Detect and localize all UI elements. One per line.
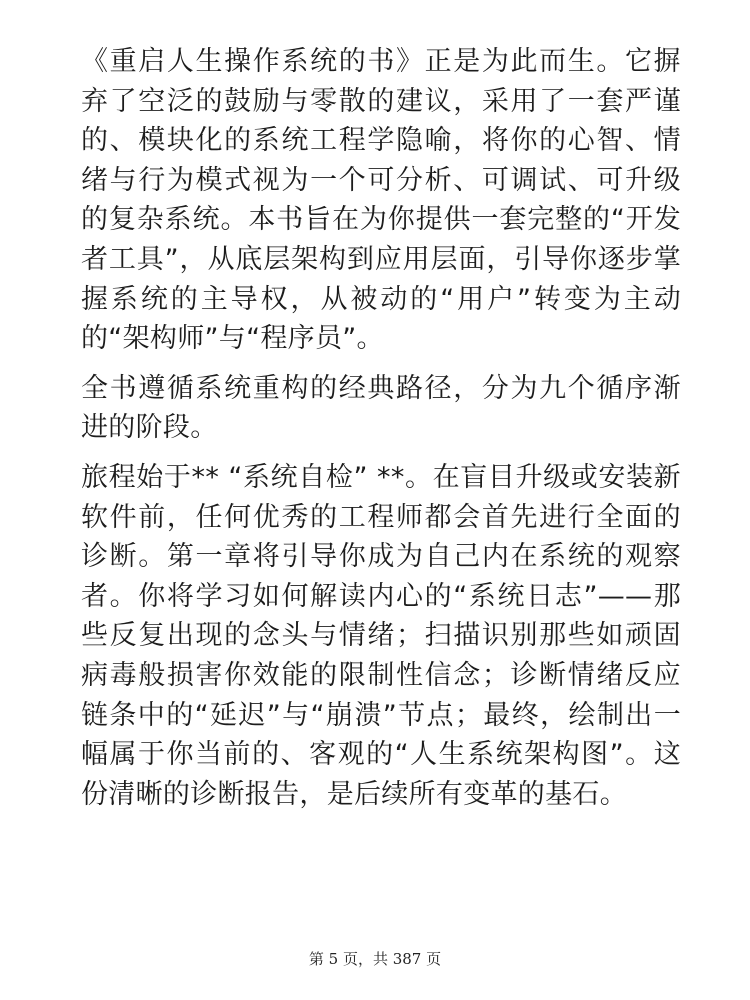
paragraph-system-check: 旅程始于** “系统自检” **。在盲目升级或安装新软件前，任何优秀的工程师都会首先进行全面的诊断。第一章将引导你成为自己内在系统的观察者。你将学习如何解读内心的“系统日志”——那些反复出现的念头与情绪；扫描识别那些如顽固病毒般损害你效能的限制性信念；诊断情绪反应链条中的“延迟”与“崩溃”节点；最终，绘制出一幅属于你当前的、客观的“人生系统架构图”。这份清晰的诊断报告，是后续所有变革的基石。 [81,461,681,810]
page-body [81,42,681,824]
page-number-footer: 第 5 页，共 387 页 [308,950,442,968]
paragraph-intro: 《重启人生操作系统的书》正是为此而生。它摒弃了空泛的鼓励与零散的建议，采用了一套严谨的、模块化的系统工程学隐喻，将你的心智、情绪与行为模式视为一个可分析、可调试、可升级的复杂系统。本书旨在为你提供一套完整的“开发者工具”，从底层架构到应用层面，引导你逐步掌握系统的主导权，从被动的“用户”转变为主动的“架构师”与“程序员”。 [81,46,681,355]
paragraph-structure: 全书遵循系统重构的经典路径，分为九个循序渐进的阶段。 [81,372,681,444]
